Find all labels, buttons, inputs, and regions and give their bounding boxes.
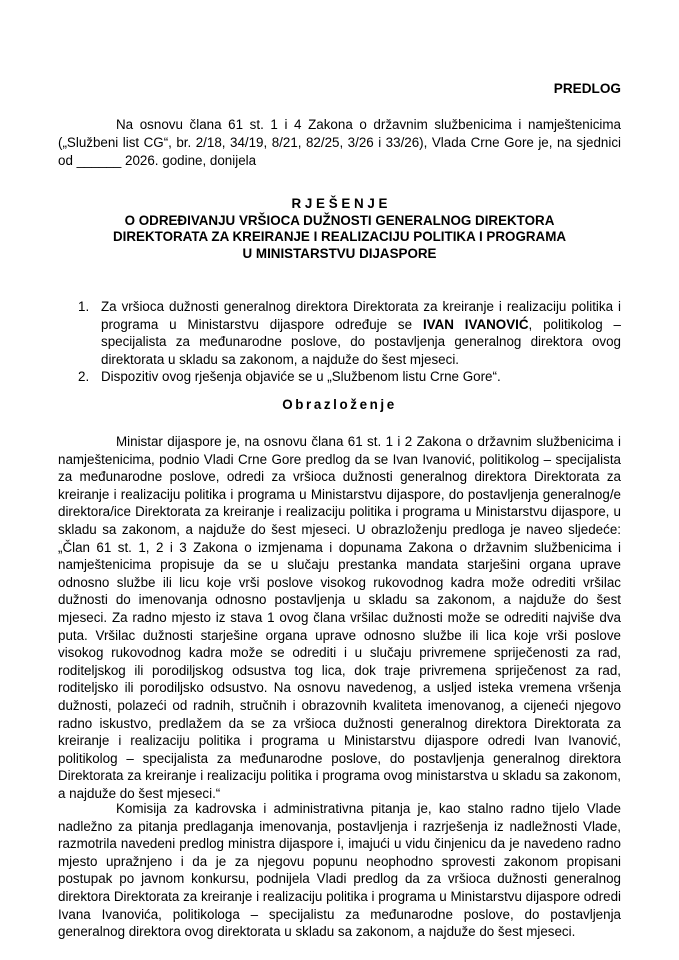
intro-paragraph: Na osnovu člana 61 st. 1 i 4 Zakona o državnim službenicima i namještenicima („Službeni list CG“, br. 2/18, 34/19, 8/21, 82/25, 3/26 i 33/26), Vlada Crne Gore je, na sjednici od ______ 2026. godine, donijela <box>58 117 621 168</box>
item-text-before: Za vršioca dužnosti generalnog direktora Direktorata za kreiranje i realizaciju politika i programa u Ministarstvu dijaspore određuje se <box>101 299 621 332</box>
decision-item <box>58 298 621 368</box>
item-number: 2. <box>78 369 90 384</box>
title-line-2: O ODREĐIVANJU VRŠIOCA DUŽNOSTI GENERALNOG DIREKTORA <box>124 212 555 228</box>
decision-item <box>58 368 621 386</box>
appointee-name: IVAN IVANOVIĆ <box>422 316 529 332</box>
document-title <box>58 196 621 262</box>
document-label: PREDLOG <box>553 81 621 96</box>
item-text: Dispozitiv ovog rješenja objaviće se u „Službenom listu Crne Gore“. <box>101 369 501 384</box>
decision-items <box>58 298 621 386</box>
item-text-after: , politikolog – specijalista za međunarodne poslove, do postavljenja generalnog direktora ovog direktorata u skladu sa zakonom, a najduže do šest mjeseci. <box>101 316 621 367</box>
title-line-4: U MINISTARSTVU DIJASPORE <box>242 245 437 261</box>
item-number: 1. <box>78 299 90 314</box>
reasoning-paragraph-1: Ministar dijaspore je, na osnovu člana 61 st. 1 i 2 Zakona o državnim službenicima i namještenicima, podnio Vladi Crne Gore predlog da se Ivan Ivanović, politikolog – specijalista za međunarodne poslove, odredi za vršioca dužnosti generalnog direktora Direktorata za kreiranje i realizaciju politika i programa u Ministarstvu dijaspore, do postavljenja generalnog/e direktora/ice Direktorata za kreiranje i realizaciju politika i programa u Ministarstvu dijaspore, u skladu sa zakonom, a najduže do šest mjeseci. U obrazloženju predloga je naveo sljedeće: „Član 61 st. 1, 2 i 3 Zakona o izmjenama i dopunama Zakona o državnim službenicima i namještenicima propisuje da se u slučaju prestanka mandata starješini organa uprave odnosno službe ili licu koje vrši poslove visokog rukovodnog kadra može odrediti vršilac dužnosti do imenovanja odnosno postavljenja u skladu sa zakonom, a najduže do šest mjeseci. Za radno mjesto iz stava 1 ovog člana vršilac dužnosti može se odrediti najviše dva puta. Vršilac dužnosti starješine organa uprave odnosno službe ili lica koje vrši poslove visokog rukovodnog kadra može se odrediti i u slučaju privremene spriječenosti za rad, roditeljskog ili porodiljskog odsustva tog lica, dok traje privremena spriječenost za rad, roditeljsko ili porodiljsko odsustvo. Na osnovu navedenog, a usljed isteka vremena vršenja dužnosti, polazeći od radnih, stručnih i obrazovnih kvaliteta imenovanog, a cijeneći njegovo radno iskustvo, predlažem da se za vršioca dužnosti generalnog direktora Direktorata za kreiranje i realizaciju politika i programa u Ministarstvu dijaspore odredi Ivan Ivanović, politikolog – specijalista za međunarodne poslove, do postavljenja generalnog direktora Direktorata za kreiranje i realizaciju politika i programa ovog ministarstva u skladu sa zakonom, a najduže do šest mjeseci.“ <box>58 434 621 801</box>
title-line-1: R J E Š E N J E <box>291 196 388 211</box>
reasoning-paragraph-2: Komisija za kadrovska i administrativna pitanja je, kao stalno radno tijelo Vlade nadležno za pitanja predlaganja imenovanja, postavljenja i razrješenja iz nadležnosti Vlade, razmotrila navedeni predlog ministra dijaspore i, imajući u vidu činjenicu da je navedeno radno mjesto upražnjeno i da je za njegovu popunu neophodno sprovesti zakonom propisani postupak po javnom konkursu, podnijela Vladi predlog da za vršioca dužnosti generalnog direktora Direktorata za kreiranje i realizaciju politika i programa u Ministarstvu dijaspore odredi Ivana Ivanovića, politikologa – specijalistu za međunarodne poslove, do postavljenja generalnog direktora ovog direktorata u skladu sa zakonom, a najduže do šest mjeseci. <box>58 801 621 940</box>
reasoning-heading: Obrazloženje <box>282 397 397 412</box>
title-line-3: DIREKTORATA ZA KREIRANJE I REALIZACIJU POLITIKA I PROGRAMA <box>112 229 567 244</box>
